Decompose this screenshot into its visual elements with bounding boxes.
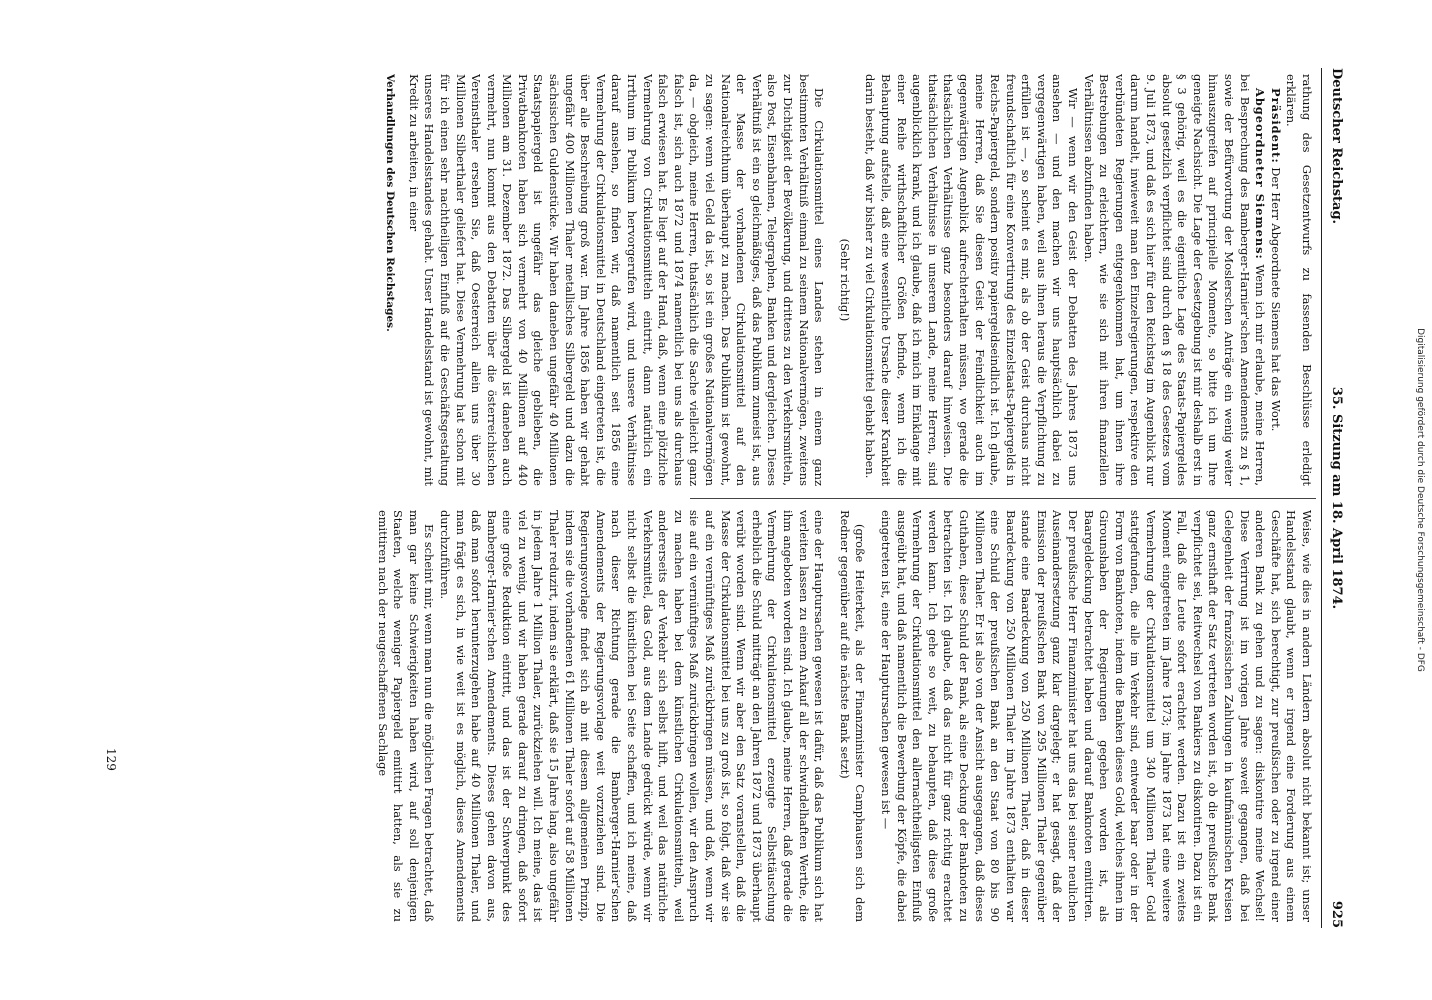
- right-column: [104, 510, 1314, 922]
- footer-proceedings: Verhandlungen des Deutschen Reichstages.: [384, 74, 397, 332]
- document-page: [90, 68, 1350, 928]
- left-column: [104, 74, 1314, 486]
- interjection-applause: (Sehr richtig!): [837, 238, 852, 322]
- header-session: 35. Sitzung am 18. April 1874.: [1329, 386, 1344, 610]
- header-rule: [1321, 68, 1322, 928]
- paragraph-siemens-1: [1080, 74, 1267, 486]
- paragraph-intro: rathung des Gesetzentwurfs zu fassenden Beschlüsse erledigt erklären.: [1284, 74, 1314, 486]
- signature-number: 129: [104, 748, 118, 771]
- siemens-text-1: Wenn ich mir erlaube, meine Herren, bei Besprechung des Bamberger-Harnier'schen Amendements zu § 1, sowie der Befürwortung der Moslerschen Anträge ein wenig weiter hinauszugreifen auf principielle Momente, so bitte ich um Ihre geneigte Nachsicht. Die Lage der Gesetzgebung ist mir deshalb erst in § 3 gehörig, weil es die eigentliche Lage des Staats-Papiergeldes absolut gesetzlich verpflichtet sind durch den § 18 des Gesetzes vom 9. Juli 1873, und daß es sich hier für den Reichstag im Augenblick nur darum handelt, inwieweit man den Einzelregierungen, respektive den verbündeten Regierungen entgegenkommen hat, um ihnen ihre Bestrebungen zu erleichtern, wie sie sich mit ihren finanziellen Verhältnissen abzufinden haben.: [1081, 74, 1268, 486]
- page-header: [1322, 68, 1350, 928]
- digitization-credit: [1410, 0, 1430, 1000]
- paragraph-right-3: Es scheint mir, wenn man nun die möglichen Fragen betrachtet, daß man gar keine Schwierigkeiten haben wird, auf soll denjenigen Staaten, welche weniger Papiergeld emittirt hatten, als sie zu emittiren nach der neugeschaffenen Sachlage: [375, 510, 437, 922]
- president-text: Der Herr Abgeordnete Siemens hat das Wort.: [1268, 167, 1283, 432]
- paragraph-siemens-3: Die Cirkulationsmittel eines Landes stehen in einem ganz bestimmten Verhältniß einmal zu seinem Nationalvermögen, zweitens zur Dichtigkeit der Bevölkerung, und drittens zu den Verkehrsmitteln, also Post, Eisenbahnen, Telegraphen, Banken und dergleichen. Dieses Verhältniß ist ein so gleichmäßiges, daß das Publikum zumeist ist, aus der Masse der vorhandenen Cirkulationsmittel auf den Nationalreichthum überhaupt zu machen. Das Publikum ist gewohnt, zu sagen: wenn viel Geld da ist, so ist ein großes Nationalvermögen da, — obgleich, meine Herren, thatsächlich die Sache vielleicht ganz falsch ist, sich auch 1872 und 1874 namentlich bei uns als durchaus falsch erwiesen hat. Es liegt auf der Hand, daß, wenn eine plötzliche Vermehrung von Cirkulationsmitteln eintritt, dann natürlich ein Irrthum im Publikum hervorgerufen wird, und unsere Verhältnisse darauf ansehen, so finden wir, daß namentlich seit 1856 eine Vermehrung der Cirkulationsmittel in Deutschland eingetreten ist, die über alle Beschreibung groß war. Im Jahre 1856 haben wir gehabt ungefähr 400 Millionen Thaler metallisches Silbergeld und dazu die sächsischen Guldenstücke. Wir haben daneben ungefähr 40 Millionen Staatspapiergeld ist ungefähr das gleiche geblieben, die Privatbanknoten haben sich vermehrt von 40 Millionen auf 440 Millionen am 31. Dezember 1872. Das Silbergeld ist daneben auch vermehrt, nun kommt aus den Debatten über die österreichischen Vereinsthaler ersehen Sie, daß Oesterreich allein uns über 30 Millionen Silberthaler geliefert hat. Diese Vermehrung hat schon mit für ich einen sehr nachtheiligen Einfluß auf die Geschäftsgestaltung unseres Handelsstandes gehabt. Unser Handelsstand ist gewohnt, mit Kredit zu arbeiten, in einer: [406, 74, 827, 486]
- paragraph-right-1: Weise, wie dies in andern Ländern absolut nicht bekannt ist; unser Handelsstand glaubt, wenn er irgend eine Forderung aus einem Geschäfte hat, sich berechtigt, zur preußischen oder zu irgend einer anderen Bank zu gehen und zu sagen: diskontire meine Wechsel! Diese Verirrung ist im vorigen Jahre soweit gegangen, daß bei Gelegenheit der französischen Zahlungen in kaufmännischen Kreisen ganz ernsthaft der Satz vertreten worden ist, ob die preußische Bank verpflichtet sei, Reitwechsel von Bankiers zu diskontiren. Dazu ist ein Fall, daß die Leute sofort erachtet werden. Dazu ist ein zweites Moment eingetreten im Jahre 1873; im Jahre 1873 hat eine weitere Vermehrung der Cirkulationsmittel um 340 Millionen Thaler Gold stattgefunden, die alle im Verkehr sind, entweder baar oder in der Form von Banknoten, indem die Banken dieses Gold, welches ihnen im Girounshaben der Regierungen gegeben worden ist, als Baargeldeckung betrachtet haben und darauf Banknoten emittirten. Der preußische Herr Finanzminister hat uns das bei seiner neulichen Auseinandersetzung ganz klar dargelegt; er hat gesagt, daß der Emission der preußischen Bank von 295 Millionen Thaler gegenüber stande eine Baardeckung von 250 Millionen Thaler, daß in dieser Baardeckung von 250 Millionen Thaler im Jahre 1873 enthalten war eine Schuld der preußischen Bank an den Staat von 80 bis 90 Millionen Thaler. Er ist also von der Ansicht ausgegangen, daß dieses Guthaben, diese Schuld der Bank, als eine Deckung der Banknoten zu betrachten ist. Ich glaube, daß das nicht für ganz richtig erachtet werden kann. Ich gehe so weit, zu behaupten, daß diese große Vermehrung der Cirkulationsmittel den allernachtheiligsten Einfluß ausgeübt hat, und daß namentlich die Bewerbung der Köpfe, die dabei eingetreten ist, eine der Hauptursachen gewesen ist —: [878, 510, 1314, 922]
- header-page-number: 925: [1329, 900, 1344, 928]
- speaker-siemens: Abgeordneter Siemens:: [1253, 88, 1268, 260]
- paragraph-president: [1267, 74, 1283, 486]
- paragraph-siemens-2: Wir — wenn wir den Geist der Debatten des Jahres 1873 uns ansehen — und den machen wir uns hauptsächlich dabei zu vergegenwärtigen haben, weil aus ihnen heraus die Verpflichtung zu erfüllen ist —, so scheint es mir, als ob der Geist durchaus nicht freundschaftlich für eine Konvertirung des Einzelstaats-Papiergelds in Reichs-Papiergeld, sondern positiv papiergeldseindlich ist. Ich glaube, meine Herren, daß Sie diesen Geist der Feindlichkeit auch im gegenwärtigen Augenblick aufrechterhalten müssen, wo gerade die thatsächlichen Verhältnisse ganz besonders darauf hinweisen. Die thatsächlichen Verhältnisse in unserem Lande, meine Herren, sind augenblicklich krank, und ich glaube, daß ich mich im Einklange mit einer Reihe wirthschaftlicher Größen befinde, wenn ich die Behauptung aufstelle, daß eine wesentliche Ursache dieser Krankheit darin besteht, daß wir bisher zu viel Cirkulationsmittel gehabt haben.: [863, 74, 1081, 486]
- speaker-president: Präsident:: [1268, 88, 1283, 164]
- interjection-laughter: (große Heiterkeit, als der Finanzminister Camphausen sich dem Redner gegenüber auf die nächste Bank setzt): [837, 510, 868, 922]
- paragraph-right-2: eine der Hauptursachen gewesen ist dafür, daß das Publikum sich hat verleiten lassen zu einem Ankauf all der schwindelhaften Werthe, die ihm angeboten worden sind. Ich glaube, meine Herren, daß gerade die Vermehrung der Cirkulationsmittel erzeugte Selbsttäuschung erheblich die Schuld mitträgt an den Jahren 1872 und 1873 überhaupt verübt worden sind. Wenn wir aber den Satz voranstellen, daß die Masse der Cirkulationsmittel bei uns zu groß ist, so folgt, daß wir sie auf ein vernünftiges Maß zurückbringen müssen, und daß, wenn wir sie auf ein vernünftiges Maß zurückbringen wollen, wir den Anspruch zu machen haben bei dem künstlichen Cirkulationsmitteln, weil andererseits der Verkehr sich selbst hilft, und weil das natürliche Verkehrsmittel, das Gold, aus dem Lande gedrückt würde, wenn wir nicht selbst die künstlichen bei Seite schaffen, und ich meine, daß nach dieser Richtung gerade die Bamberger-Harnier'schen Amendements der Regierungsvorlage weit vorzuziehen sind. Die Regierungsvorlage findet sich ab mit diesem allgemeinen Prinzip, indem sie die vorhandenen 61 Millionen Thaler sofort auf 58 Millionen Thaler reduzirt, indem sie erklärt, daß sie 15 Jahre lang, also ungefähr in jedem Jahre 1 Million Thaler, zurückziehen will. Ich meine, das ist viel zu wenig, und wir haben gerade darauf zu dringen, daß sofort eine große Reduktion eintritt, und das ist der Schwerpunkt des Bamberger-Harnier'schen Amendements. Dieses gehen davon aus, daß man sofort herunterzugehen habe auf 40 Millionen Thaler, und man frägt es sich, in wie weit ist es möglich, dieses Amendements durchzuführen.: [437, 510, 827, 922]
- digitization-credit-text: Digitalisierung gefördert durch die Deutsche Forschungsgemeinschaft - DFG: [1415, 328, 1425, 672]
- header-publication: Deutscher Reichstag.: [1329, 68, 1344, 225]
- column-divider: [690, 498, 1316, 499]
